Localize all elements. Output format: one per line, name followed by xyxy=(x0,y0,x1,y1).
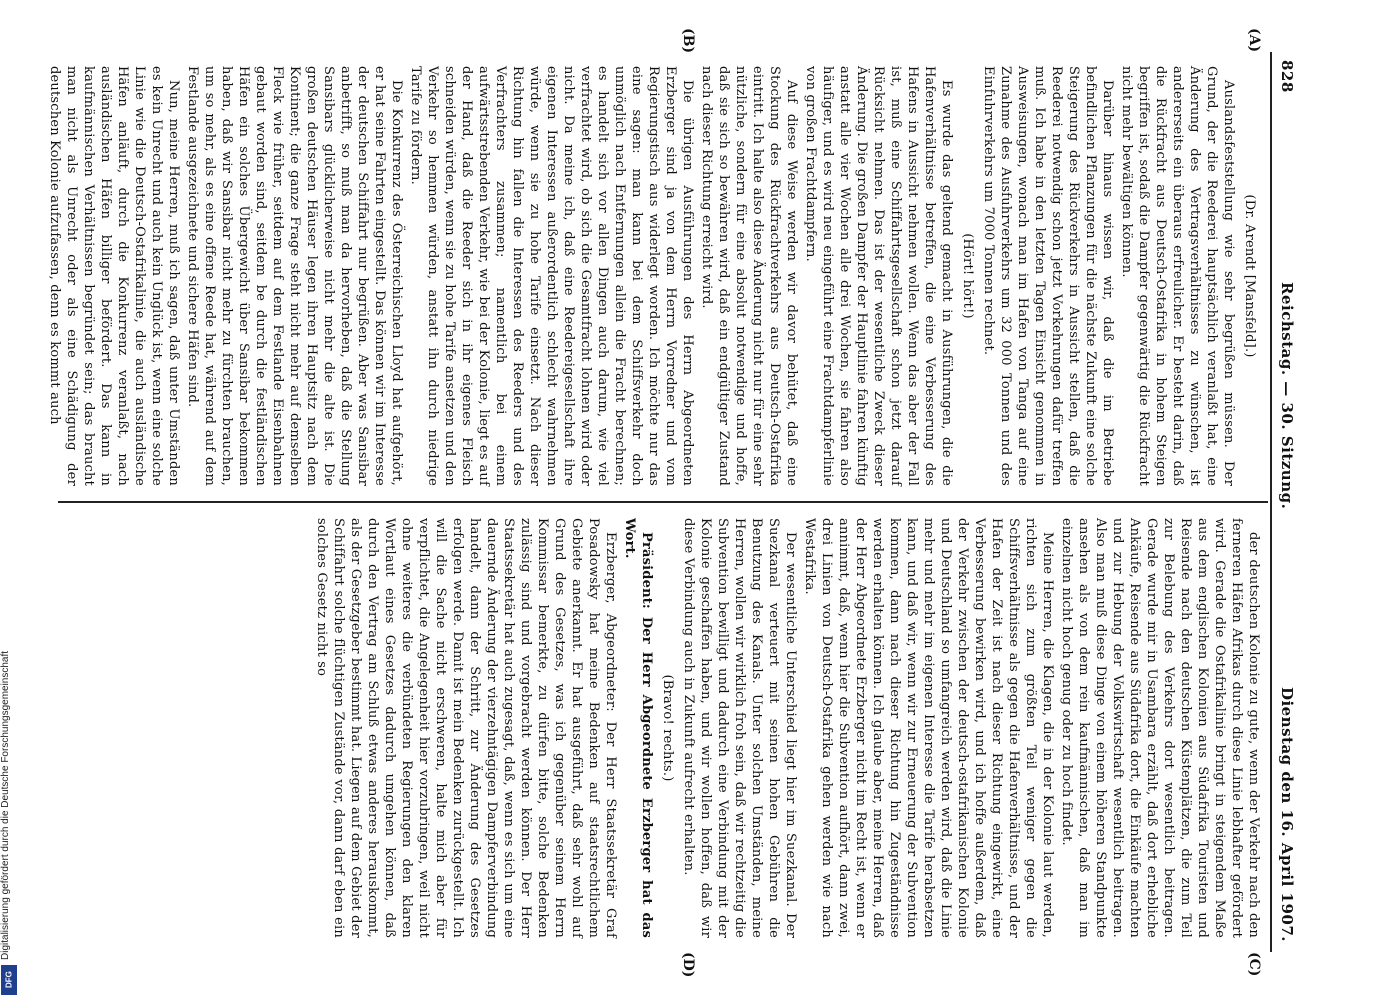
paragraph: Nun, meine Herren, muß ich sagen, daß unter Umständen es kein Unrecht und auch kein Unglück ist, wenn eine solche Linie wie die Deutsch-Ostafrikalinie, die auch ausländische Häfen anläuft, durch die Konkurrenz veranlaßt, nach ausländischen Häfen billiger befördert. Das kann in kaufmännischen Verhältnissen begründet sein; das braucht man nicht als Unrecht oder als eine Schädigung der deutschen Kolonie aufzufassen, denn es kommt auch xyxy=(47,66,181,486)
paragraph: Es wurde das geltend gemacht in Ausführungen, die die Hafenverhältnisse betreffen, die eine Verbesserung des Hafens in Aussicht nehmen wollen. Wenn das aber der Fall ist, muß eine Schiffahrtsgesellschaft schon jetzt darauf Rücksicht nehmen. Das ist der wesentliche Zweck dieser Änderung. Die großen Dampfer der Hauptlinie fahren künftig anstatt alle vier Wochen alle drei Wochen, sie fahren also häufiger, und es wird neu eingeführt eine Frachtdampferlinie von großen Frachtdampfern. xyxy=(803,66,954,486)
speaker-line: (Dr. Arendt [Mansfeld].) xyxy=(1242,194,1257,358)
page-number: 828 xyxy=(1278,60,1296,93)
margin-marker-d: (D) xyxy=(680,952,696,978)
paragraph: Auslandsfeststellung wie sehr begrüßen müssen. Der Grund, der die Reederei hauptsächlich veranlaßt hat, eine Änderung des Vertragsverhältnisses zu wünschen, ist andererseits ein überaus erfreulicher. Er besteht darin, daß die Rückfracht aus Deutsch-Ostafrika in hohem Steigen begriffen ist, sodaß die Dampfer gegenwärtig die Rückfracht nicht mehr bewältigen können. xyxy=(1119,66,1236,486)
right-column xyxy=(62,518,1262,938)
interjection: (Hört! hört!) xyxy=(960,233,975,319)
margin-marker-b: (B) xyxy=(680,28,696,54)
margin-marker-a: (A) xyxy=(1246,28,1262,53)
column-divider xyxy=(58,501,1268,503)
president-remark: Präsident: Der Herr Abgeordnete Erzberger hat das Wort. xyxy=(622,518,654,938)
left-column xyxy=(47,66,1262,486)
scanned-page xyxy=(47,28,1296,978)
session-date: Dienstag den 16. April 1907. xyxy=(1278,686,1296,942)
paragraph: Der wesentliche Unterschied liegt hier im Suezkanal. Der Suezkanal verteuert mit seinen hohen Gebühren die Benutzung des Kanals. Unter solchen Umständen, meine Herren, wollen wir wirklich froh sein, daß wir rechtzeitig die Subvention bewilligt und dadurch eine Verbindung mit der Kolonie geschaffen haben, und wir wollen hoffen, daß wir diese Verbindung auch in Zukunft aufrecht erhalten. xyxy=(681,518,798,938)
paragraph: Darüber hinaus wissen wir, daß die im Betriebe befindlichen Pflanzungen für die nächste Zukunft eine solche Steigerung des Rückverkehrs in Aussicht stellen, daß die Reederei notwendig schon jetzt Vorkehrungen dafür treffen muß. Ich habe in den letzten Tagen Einsicht genommen in Ausweisungen, wonach man im Hafen von Tanga auf eine Zunahme des Ausfuhrverkehrs um 32 000 Tonnen und des Einfuhrverkehrs um 7000 Tonnen rechnet. xyxy=(981,66,1115,486)
paragraph: der deutschen Kolonie zu gute, wenn der Verkehr nach den ferneren Häfen Afrikas durch diese Linie lebhafter gefördert wird. Gerade die Ostafrikalinie bringt in steigendem Maße aus dem englischen Kolonien aus Südafrika Touristen und Reisende nach den deutschen Küstenplätzen, die zum Teil zur Belebung des Verkehrs dort wesentlich beitragen. Gerade wurde mir in Usambara erzählt, daß dort erhebliche Ankäufe, Reisende aus Südafrika dort, die Einkäufe machten und zur Hebung der Volkswirtschaft wesentlich beitragen. Also man muß diese Dinge von einem höheren Standpunkte ansehen als von dem rein kaufmännischen, daß man im einzelnen nicht hoch genug oder zu hoch findet. xyxy=(1059,518,1261,938)
paragraph: Meine Herren, die Klagen, die in der Kolonie laut werden, richten sich zum größten Teil weniger gegen die Schiffsverhältnisse als gegen die Hafenverhältnisse, und der Hafen der Zeit ist nach dieser Richtung eingewirkt, eine Verbesserung bewirken wird, und ich hoffe außerdem, daß der Verkehr zwischen der deutsch-ostafrikanischen Kolonie und Deutschland so umfangreich werden wird, daß die Linie mehr und mehr im eigenen Interesse die Tarife herabsetzen kann, und daß wir, wenn wir zur Erneuerung der Subvention kommen, dann nach dieser Richtung hin Zugeständnisse werden erhalten können. Ich glaube aber, meine Herren, daß der Herr Abgeordnete Erzberger nicht im Recht ist, wenn er annimmt, daß, wenn hier die Subvention aufhört, dann zwei, drei Linien von Deutsch-Ostafrika gehen werden wie nach Westafrika. xyxy=(802,518,1055,938)
digitization-note: Digitalisierung gefördert durch die Deutsche Forschungsgemeinschaft xyxy=(0,650,11,960)
interjection: (Bravo! rechts.) xyxy=(660,674,675,782)
paragraph: Die übrigen Ausführungen des Herrn Abgeordneten Erzberger sind ja von dem Herrn Vorredner und vom Regierungstisch aus widerlegt worden. Ich möchte nur das eine sagen: man kann bei dem Schiffsverkehr doch unmöglich nach Entfernungen allein die Fracht berechnen; es handelt sich vor allen Dingen auch darum, wie viel verfrachtet wird, ob sich die Gesamtfracht lohnen wird oder nicht. Da meine ich, daß eine Reedereigesellschaft ihre eigenen Interessen außerordentlich schlecht wahrnehmen würde, wenn sie zu hohe Tarife einsetzt. Nach dieser Richtung hin fallen die Interessen des Reeders und des Verfrachters zusammen; namentlich bei einem aufwärtsstrebenden Verkehr, wie bei der Kolonie, liegt es auf der Hand, daß die Reeder sich in ihr eigenes Fleisch schneiden würden, wenn sie zu hohe Tarife ansetzen und den Verkehr so hemmen würden, anstatt ihn durch niedrige Tarife zu fördern. xyxy=(408,66,695,486)
page-title: Reichstag. — 30. Sitzung. xyxy=(1278,282,1296,510)
paragraph: Auf diese Weise werden wir davor behütet, daß eine Stockung des Rückfrachtverkehrs aus Deutsch-Ostafrika eintritt. Ich halte also diese Änderung nicht nur für eine sehr nützliche, sondern für eine absolut notwendige und hoffe, daß sie sich so bewähren wird, daß ein endgültiger Zustand nach dieser Richtung erreicht wird. xyxy=(699,66,799,486)
paragraph: Erzberger, Abgeordneter: Der Herr Staatssekretär Graf Posadowsky hat meine Bedenken auf staatsrechtlichem Gebiete anerkannt. Er hat ausgeführt, daß sehr wohl auf Grund des Gesetzes, was ich gegenüber seinem Herrn Kommissar bemerkte, zu dürfen bitte, solche Bedenken zulässig sind und vorgebracht werden können. Der Herr Staatssekretär hat auch zugesagt, daß, wenn es sich um eine dauernde Änderung der vierzehntägigen Dampferverbindung handelt, dann der Schritt, zur Änderung des Gesetzes erfolgen werde. Damit ist mein Bedenken zurückgestellt. Ich will die Sache nicht erschweren, halte mich aber für verpflichtet, die Angelegenheit hier vorzubringen, weil nicht ohne weiteres die verbündeten Regierungen den klaren Wortlaut eines Gesetzes dadurch umgehen können, daß durch den Vertrag am Schluß etwas anderes herauskommt, als der Gesetzgeber bestimmt hat. Liegen auf dem Gebiet der Schiffahrt solche flüchtigen Zustände vor, dann darf eben ein solches Gesetz nicht so xyxy=(314,518,618,938)
page-header xyxy=(1274,52,1296,952)
dfg-logo-icon: DFG xyxy=(1,965,17,995)
margin-marker-c: (C) xyxy=(1246,952,1262,977)
paragraph: Die Konkurrenz des Österreichischen Lloyd hat aufgehört, er hat seine Fahrten eingestellt. Das können wir im Interesse der deutschen Schiffahrt nur begrüßen. Aber was Sansibar anbetrifft, so muß man da hervorheben, daß die Stellung Sansibars glücklicherweise nicht mehr die alte ist. Die großen deutschen Häuser legen ihren Hauptsitz nach dem Kontinent; die ganze Frage steht nicht mehr auf demselben Fleck wie früher, seitdem auf dem Festlande Eisenbahnen gebaut worden sind, seitdem be durch die festländischen Häfen ein solches Übergewicht über Sansibar bekommen haben, daß wir Sansibar nicht mehr zu fürchten brauchen, um so mehr, als es eine offene Reede hat, während auf dem Festlande ausgezeichnete und sichere Häfen sind. xyxy=(185,66,404,486)
header-rule xyxy=(1270,52,1272,952)
